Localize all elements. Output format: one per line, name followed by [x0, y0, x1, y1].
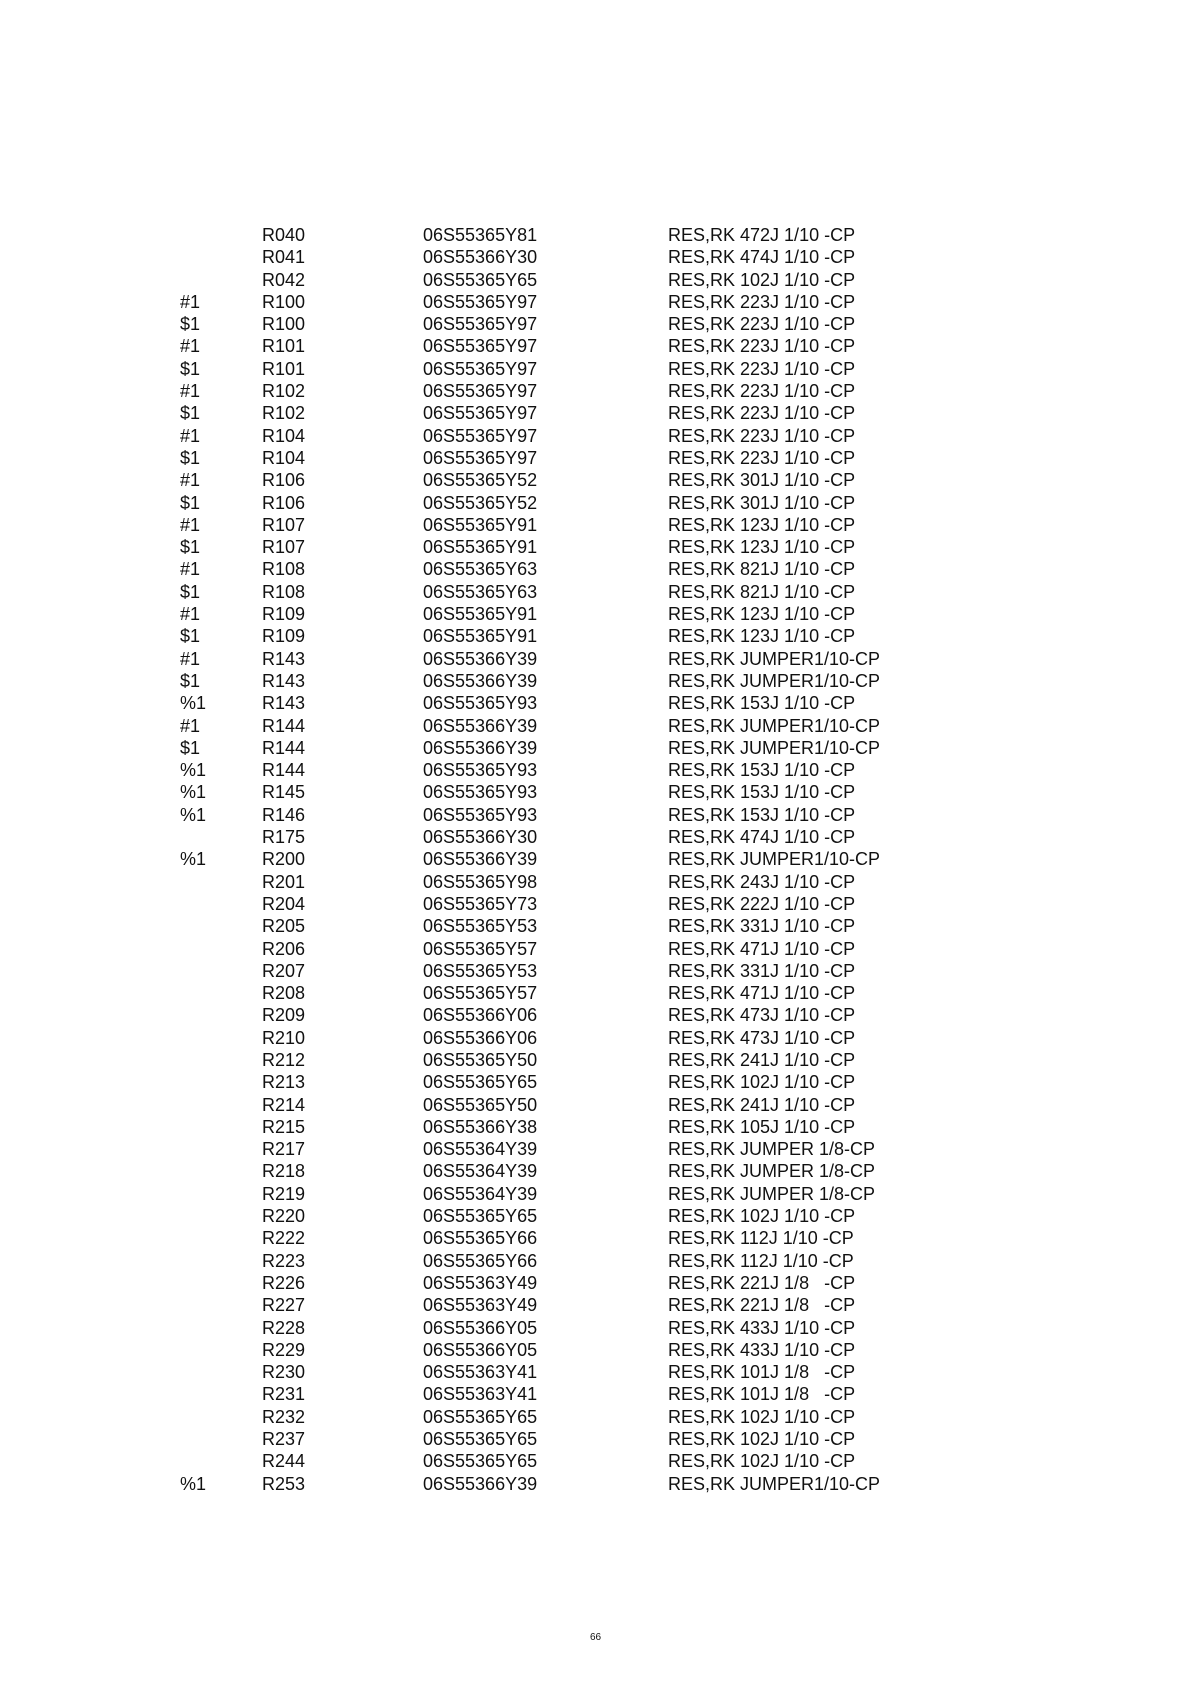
table-row	[180, 1250, 940, 1272]
reference-designator-cell: R041	[262, 247, 306, 268]
description-cell: RES,RK 102J 1/10 -CP	[668, 1406, 856, 1427]
description-cell: RES,RK JUMPER1/10-CP	[668, 737, 881, 758]
variant-mark-cell: $1	[180, 403, 201, 424]
table-row	[180, 1227, 940, 1249]
table-row	[180, 246, 940, 268]
description-cell: RES,RK JUMPER 1/8-CP	[668, 1161, 876, 1182]
table-row	[180, 982, 940, 1004]
reference-designator-cell: R206	[262, 938, 306, 959]
part-number-cell: 06S55365Y52	[423, 470, 538, 491]
reference-designator-cell: R217	[262, 1139, 306, 1160]
description-cell: RES,RK 153J 1/10 -CP	[668, 693, 856, 714]
table-row	[180, 581, 940, 603]
part-number-cell: 06S55365Y57	[423, 938, 538, 959]
reference-designator-cell: R109	[262, 626, 306, 647]
page-number: 66	[589, 1632, 602, 1643]
description-cell: RES,RK 102J 1/10 -CP	[668, 1206, 856, 1227]
description-cell: RES,RK 102J 1/10 -CP	[668, 1072, 856, 1093]
description-cell: RES,RK 301J 1/10 -CP	[668, 470, 856, 491]
part-number-cell: 06S55365Y91	[423, 537, 538, 558]
description-cell: RES,RK 223J 1/10 -CP	[668, 291, 856, 312]
part-number-cell: 06S55365Y91	[423, 514, 538, 535]
description-cell: RES,RK JUMPER1/10-CP	[668, 715, 881, 736]
table-row	[180, 1473, 940, 1495]
table-row	[180, 447, 940, 469]
reference-designator-cell: R232	[262, 1406, 306, 1427]
description-cell: RES,RK 472J 1/10 -CP	[668, 225, 856, 245]
description-cell: RES,RK 301J 1/10 -CP	[668, 492, 856, 513]
reference-designator-cell: R205	[262, 916, 306, 937]
part-number-cell: 06S55365Y50	[423, 1049, 538, 1070]
variant-mark-cell: %1	[180, 693, 207, 714]
table-row	[180, 759, 940, 781]
table-row	[180, 1094, 940, 1116]
part-number-cell: 06S55365Y53	[423, 960, 538, 981]
reference-designator-cell: R108	[262, 581, 306, 602]
reference-designator-cell: R146	[262, 804, 306, 825]
part-number-cell: 06S55364Y39	[423, 1183, 538, 1204]
table-row	[180, 826, 940, 848]
variant-mark-cell: $1	[180, 737, 201, 758]
table-row	[180, 1450, 940, 1472]
table-row	[180, 938, 940, 960]
reference-designator-cell: R144	[262, 737, 306, 758]
reference-designator-cell: R223	[262, 1250, 306, 1271]
reference-designator-cell: R104	[262, 425, 306, 446]
table-row	[180, 960, 940, 982]
description-cell: RES,RK 112J 1/10 -CP	[668, 1228, 854, 1249]
part-number-cell: 06S55365Y97	[423, 314, 538, 335]
table-row	[180, 670, 940, 692]
variant-mark-cell: #1	[180, 715, 201, 736]
part-number-cell: 06S55365Y98	[423, 871, 538, 892]
reference-designator-cell: R175	[262, 827, 306, 848]
part-number-cell: 06S55365Y65	[423, 1072, 538, 1093]
table-row	[180, 1116, 940, 1138]
part-number-cell: 06S55365Y93	[423, 693, 538, 714]
description-cell: RES,RK 331J 1/10 -CP	[668, 960, 856, 981]
description-cell: RES,RK 433J 1/10 -CP	[668, 1339, 856, 1360]
description-cell: RES,RK 223J 1/10 -CP	[668, 425, 856, 446]
variant-mark-cell: $1	[180, 537, 201, 558]
variant-mark-cell: $1	[180, 314, 201, 335]
description-cell: RES,RK 474J 1/10 -CP	[668, 827, 856, 848]
reference-designator-cell: R214	[262, 1094, 306, 1115]
reference-designator-cell: R042	[262, 269, 306, 290]
part-number-cell: 06S55364Y39	[423, 1139, 538, 1160]
reference-designator-cell: R106	[262, 492, 306, 513]
reference-designator-cell: R101	[262, 358, 306, 379]
table-row	[180, 804, 940, 826]
variant-mark-cell: %1	[180, 782, 207, 803]
description-cell: RES,RK JUMPER1/10-CP	[668, 648, 881, 669]
part-number-cell: 06S55363Y41	[423, 1362, 538, 1383]
reference-designator-cell: R143	[262, 670, 306, 691]
description-cell: RES,RK 123J 1/10 -CP	[668, 537, 856, 558]
description-cell: RES,RK 221J 1/8 -CP	[668, 1295, 856, 1316]
reference-designator-cell: R218	[262, 1161, 306, 1182]
description-cell: RES,RK 222J 1/10 -CP	[668, 893, 856, 914]
table-row	[180, 893, 940, 915]
part-number-cell: 06S55364Y39	[423, 1161, 538, 1182]
description-cell: RES,RK 123J 1/10 -CP	[668, 604, 856, 625]
reference-designator-cell: R102	[262, 381, 306, 402]
part-number-cell: 06S55366Y05	[423, 1317, 538, 1338]
description-cell: RES,RK JUMPER1/10-CP	[668, 1473, 881, 1494]
reference-designator-cell: R253	[262, 1473, 306, 1494]
variant-mark-cell: #1	[180, 425, 201, 446]
reference-designator-cell: R144	[262, 760, 306, 781]
reference-designator-cell: R244	[262, 1451, 306, 1472]
part-number-cell: 06S55365Y97	[423, 336, 538, 357]
table-row	[180, 1272, 940, 1294]
reference-designator-cell: R100	[262, 291, 306, 312]
description-cell: RES,RK 123J 1/10 -CP	[668, 514, 856, 535]
description-cell: RES,RK JUMPER 1/8-CP	[668, 1183, 876, 1204]
table-row	[180, 1049, 940, 1071]
reference-designator-cell: R220	[262, 1206, 306, 1227]
table-row	[180, 1428, 940, 1450]
part-number-cell: 06S55365Y93	[423, 760, 538, 781]
description-cell: RES,RK 153J 1/10 -CP	[668, 760, 856, 781]
description-cell: RES,RK 102J 1/10 -CP	[668, 1429, 856, 1450]
description-cell: RES,RK 105J 1/10 -CP	[668, 1116, 856, 1137]
reference-designator-cell: R229	[262, 1339, 306, 1360]
reference-designator-cell: R212	[262, 1049, 306, 1070]
part-number-cell: 06S55363Y49	[423, 1272, 538, 1293]
part-number-cell: 06S55365Y65	[423, 1406, 538, 1427]
part-number-cell: 06S55365Y97	[423, 381, 538, 402]
part-number-cell: 06S55365Y63	[423, 559, 538, 580]
reference-designator-cell: R231	[262, 1384, 306, 1405]
table-row	[180, 469, 940, 491]
reference-designator-cell: R145	[262, 782, 306, 803]
description-cell: RES,RK 821J 1/10 -CP	[668, 581, 856, 602]
table-row	[180, 1027, 940, 1049]
table-row	[180, 358, 940, 380]
part-number-cell: 06S55365Y52	[423, 492, 538, 513]
reference-designator-cell: R101	[262, 336, 306, 357]
table-row	[180, 380, 940, 402]
description-cell: RES,RK 221J 1/8 -CP	[668, 1272, 856, 1293]
table-row	[180, 1294, 940, 1316]
variant-mark-cell: #1	[180, 559, 201, 580]
description-cell: RES,RK 101J 1/8 -CP	[668, 1362, 856, 1383]
description-cell: RES,RK 223J 1/10 -CP	[668, 314, 856, 335]
description-cell: RES,RK 471J 1/10 -CP	[668, 983, 856, 1004]
description-cell: RES,RK 471J 1/10 -CP	[668, 938, 856, 959]
variant-mark-cell: #1	[180, 470, 201, 491]
parts-list-table	[180, 224, 940, 1495]
reference-designator-cell: R213	[262, 1072, 306, 1093]
table-row	[180, 492, 940, 514]
variant-mark-cell: %1	[180, 1473, 207, 1494]
part-number-cell: 06S55365Y97	[423, 403, 538, 424]
variant-mark-cell: #1	[180, 291, 201, 312]
variant-mark-cell: #1	[180, 381, 201, 402]
part-number-cell: 06S55366Y05	[423, 1339, 538, 1360]
table-row	[180, 915, 940, 937]
reference-designator-cell: R222	[262, 1228, 306, 1249]
part-number-cell: 06S55365Y91	[423, 626, 538, 647]
description-cell: RES,RK 112J 1/10 -CP	[668, 1250, 854, 1271]
table-row	[180, 1071, 940, 1093]
description-cell: RES,RK 102J 1/10 -CP	[668, 1451, 856, 1472]
variant-mark-cell: $1	[180, 447, 201, 468]
description-cell: RES,RK 123J 1/10 -CP	[668, 626, 856, 647]
table-row	[180, 871, 940, 893]
variant-mark-cell: $1	[180, 626, 201, 647]
part-number-cell: 06S55366Y39	[423, 648, 538, 669]
part-number-cell: 06S55366Y30	[423, 247, 538, 268]
reference-designator-cell: R100	[262, 314, 306, 335]
table-row	[180, 514, 940, 536]
table-row	[180, 848, 940, 870]
variant-mark-cell: #1	[180, 604, 201, 625]
reference-designator-cell: R228	[262, 1317, 306, 1338]
reference-designator-cell: R109	[262, 604, 306, 625]
reference-designator-cell: R227	[262, 1295, 306, 1316]
reference-designator-cell: R200	[262, 849, 306, 870]
reference-designator-cell: R107	[262, 537, 306, 558]
part-number-cell: 06S55366Y30	[423, 827, 538, 848]
variant-mark-cell: %1	[180, 804, 207, 825]
description-cell: RES,RK JUMPER 1/8-CP	[668, 1139, 876, 1160]
variant-mark-cell: $1	[180, 581, 201, 602]
description-cell: RES,RK 223J 1/10 -CP	[668, 447, 856, 468]
table-row	[180, 402, 940, 424]
variant-mark-cell: $1	[180, 670, 201, 691]
variant-mark-cell: $1	[180, 358, 201, 379]
table-row	[180, 715, 940, 737]
part-number-cell: 06S55366Y38	[423, 1116, 538, 1137]
description-cell: RES,RK 102J 1/10 -CP	[668, 269, 856, 290]
part-number-cell: 06S55365Y66	[423, 1250, 538, 1271]
table-row	[180, 1317, 940, 1339]
table-row	[180, 781, 940, 803]
reference-designator-cell: R143	[262, 648, 306, 669]
part-number-cell: 06S55366Y39	[423, 1473, 538, 1494]
part-number-cell: 06S55366Y39	[423, 737, 538, 758]
table-row	[180, 1361, 940, 1383]
part-number-cell: 06S55365Y65	[423, 1206, 538, 1227]
part-number-cell: 06S55365Y97	[423, 447, 538, 468]
part-number-cell: 06S55366Y39	[423, 715, 538, 736]
part-number-cell: 06S55365Y63	[423, 581, 538, 602]
table-row	[180, 1339, 940, 1361]
part-number-cell: 06S55365Y97	[423, 425, 538, 446]
reference-designator-cell: R237	[262, 1429, 306, 1450]
part-number-cell: 06S55365Y73	[423, 893, 538, 914]
part-number-cell: 06S55365Y65	[423, 1451, 538, 1472]
part-number-cell: 06S55365Y57	[423, 983, 538, 1004]
reference-designator-cell: R208	[262, 983, 306, 1004]
reference-designator-cell: R106	[262, 470, 306, 491]
reference-designator-cell: R143	[262, 693, 306, 714]
reference-designator-cell: R040	[262, 225, 306, 245]
table-row	[180, 1205, 940, 1227]
reference-designator-cell: R209	[262, 1005, 306, 1026]
part-number-cell: 06S55363Y49	[423, 1295, 538, 1316]
part-number-cell: 06S55365Y65	[423, 269, 538, 290]
table-row	[180, 1004, 940, 1026]
table-row	[180, 692, 940, 714]
table-row	[180, 291, 940, 313]
table-row	[180, 335, 940, 357]
table-row	[180, 603, 940, 625]
reference-designator-cell: R204	[262, 893, 306, 914]
part-number-cell: 06S55365Y97	[423, 291, 538, 312]
reference-designator-cell: R230	[262, 1362, 306, 1383]
description-cell: RES,RK 473J 1/10 -CP	[668, 1027, 856, 1048]
reference-designator-cell: R107	[262, 514, 306, 535]
description-cell: RES,RK JUMPER1/10-CP	[668, 670, 881, 691]
description-cell: RES,RK 223J 1/10 -CP	[668, 381, 856, 402]
part-number-cell: 06S55365Y93	[423, 782, 538, 803]
description-cell: RES,RK 243J 1/10 -CP	[668, 871, 856, 892]
part-number-cell: 06S55365Y81	[423, 225, 538, 245]
description-cell: RES,RK 223J 1/10 -CP	[668, 403, 856, 424]
variant-mark-cell: %1	[180, 760, 207, 781]
description-cell: RES,RK 223J 1/10 -CP	[668, 358, 856, 379]
part-number-cell: 06S55365Y53	[423, 916, 538, 937]
part-number-cell: 06S55365Y97	[423, 358, 538, 379]
table-row	[180, 648, 940, 670]
variant-mark-cell: $1	[180, 492, 201, 513]
part-number-cell: 06S55365Y91	[423, 604, 538, 625]
description-cell: RES,RK 241J 1/10 -CP	[668, 1049, 856, 1070]
description-cell: RES,RK 473J 1/10 -CP	[668, 1005, 856, 1026]
reference-designator-cell: R215	[262, 1116, 306, 1137]
description-cell: RES,RK 223J 1/10 -CP	[668, 336, 856, 357]
part-number-cell: 06S55366Y06	[423, 1027, 538, 1048]
description-cell: RES,RK 101J 1/8 -CP	[668, 1384, 856, 1405]
table-row	[180, 313, 940, 335]
reference-designator-cell: R102	[262, 403, 306, 424]
reference-designator-cell: R108	[262, 559, 306, 580]
description-cell: RES,RK 153J 1/10 -CP	[668, 804, 856, 825]
description-cell: RES,RK 331J 1/10 -CP	[668, 916, 856, 937]
variant-mark-cell: #1	[180, 648, 201, 669]
table-row	[180, 737, 940, 759]
table-row	[180, 558, 940, 580]
variant-mark-cell: #1	[180, 514, 201, 535]
description-cell: RES,RK 153J 1/10 -CP	[668, 782, 856, 803]
reference-designator-cell: R201	[262, 871, 306, 892]
part-number-cell: 06S55363Y41	[423, 1384, 538, 1405]
table-row	[180, 1160, 940, 1182]
table-row	[180, 224, 940, 246]
variant-mark-cell: #1	[180, 336, 201, 357]
part-number-cell: 06S55366Y39	[423, 849, 538, 870]
part-number-cell: 06S55365Y50	[423, 1094, 538, 1115]
table-row	[180, 625, 940, 647]
table-row	[180, 425, 940, 447]
reference-designator-cell: R226	[262, 1272, 306, 1293]
part-number-cell: 06S55365Y65	[423, 1429, 538, 1450]
table-row	[180, 269, 940, 291]
table-row	[180, 1138, 940, 1160]
table-row	[180, 1383, 940, 1405]
part-number-cell: 06S55365Y66	[423, 1228, 538, 1249]
variant-mark-cell: %1	[180, 849, 207, 870]
description-cell: RES,RK 241J 1/10 -CP	[668, 1094, 856, 1115]
table-row	[180, 1183, 940, 1205]
table-row	[180, 1406, 940, 1428]
description-cell: RES,RK 821J 1/10 -CP	[668, 559, 856, 580]
description-cell: RES,RK 474J 1/10 -CP	[668, 247, 856, 268]
part-number-cell: 06S55366Y39	[423, 670, 538, 691]
reference-designator-cell: R219	[262, 1183, 306, 1204]
reference-designator-cell: R210	[262, 1027, 306, 1048]
reference-designator-cell: R144	[262, 715, 306, 736]
description-cell: RES,RK 433J 1/10 -CP	[668, 1317, 856, 1338]
table-row	[180, 536, 940, 558]
reference-designator-cell: R104	[262, 447, 306, 468]
reference-designator-cell: R207	[262, 960, 306, 981]
description-cell: RES,RK JUMPER1/10-CP	[668, 849, 881, 870]
part-number-cell: 06S55366Y06	[423, 1005, 538, 1026]
part-number-cell: 06S55365Y93	[423, 804, 538, 825]
